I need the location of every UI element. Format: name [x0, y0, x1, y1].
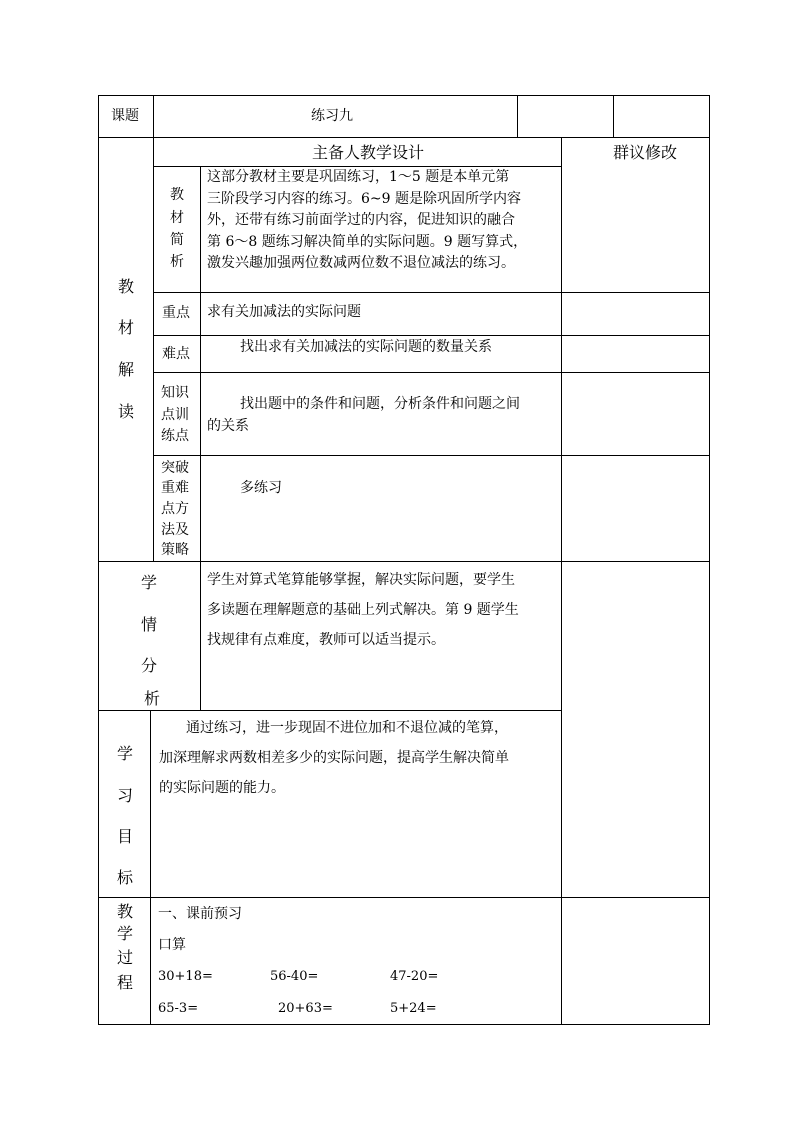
- divider: [153, 335, 710, 336]
- row-label-char: 教: [170, 187, 184, 203]
- section-label-char: 目: [117, 827, 134, 846]
- section-label-char: 读: [118, 402, 135, 421]
- section-label-char: 材: [118, 318, 135, 337]
- divider: [561, 137, 562, 1025]
- exercise-item: 20+63=: [278, 1001, 333, 1016]
- exercise-item: 30+18=: [158, 969, 213, 984]
- training-label-line: 点训: [161, 407, 189, 423]
- training-text-line: 的关系: [207, 418, 249, 434]
- section-label-char: 过: [117, 948, 134, 967]
- design-column-heading: 主备人教学设计: [312, 143, 425, 162]
- analysis-line: 激发兴趣加强两位数减两位数不退位减法的练习。: [207, 255, 515, 271]
- divider: [98, 710, 562, 711]
- analysis-line: 三阶段学习内容的练习。6~9 题是除巩固所学内容: [207, 191, 521, 207]
- divider: [517, 95, 518, 138]
- divider: [153, 455, 710, 456]
- process-heading: 一、课前预习: [158, 906, 242, 922]
- section-label-char: 习: [117, 786, 134, 805]
- training-label-line: 知识: [161, 385, 189, 401]
- divider: [153, 292, 710, 293]
- border-bottom: [98, 1024, 710, 1025]
- strategy-label-line: 点方: [161, 501, 189, 517]
- divider: [150, 710, 151, 898]
- process-subheading: 口算: [158, 937, 186, 953]
- section-label-char: 情: [141, 615, 158, 634]
- strategy-label-line: 策略: [161, 542, 189, 558]
- border-right: [709, 95, 710, 1025]
- exercise-item: 56-40=: [270, 969, 319, 984]
- section-label-char: 程: [117, 973, 134, 992]
- row-label-char: 简: [170, 232, 184, 248]
- key-point-label: 重点: [162, 305, 190, 321]
- divider: [98, 561, 710, 562]
- section-label-char: 学: [117, 744, 134, 763]
- divider: [98, 897, 710, 898]
- section-label-char: 学: [117, 924, 134, 943]
- section-label-char: 分: [141, 656, 158, 675]
- analysis-line: 这部分教材主要是巩固练习，1～5 题是本单元第: [207, 169, 510, 185]
- border-left: [98, 95, 99, 1025]
- row-label-char: 析: [170, 254, 184, 270]
- divider: [153, 166, 562, 167]
- divider: [98, 137, 710, 138]
- revision-column-heading: 群议修改: [613, 143, 678, 162]
- section-label-char: 学: [141, 573, 158, 592]
- divider: [153, 137, 154, 562]
- strategy-label-line: 突破: [161, 460, 189, 476]
- difficulty-text: 找出求有关加减法的实际问题的数量关系: [240, 339, 492, 355]
- learner-analysis-line: 找规律有点难度，教师可以适当提示。: [207, 632, 445, 648]
- border-top: [98, 95, 710, 96]
- lesson-title: 练习九: [311, 108, 353, 124]
- objective-line: 加深理解求两数相差多少的实际问题，提高学生解决简单: [159, 750, 509, 766]
- divider: [153, 95, 154, 138]
- exercise-item: 65-3=: [158, 1001, 199, 1016]
- exercise-item: 5+24=: [390, 1001, 437, 1016]
- strategy-label-line: 重难: [161, 480, 189, 496]
- section-label-char: 教: [117, 902, 134, 921]
- divider: [200, 166, 201, 562]
- objective-line: 的实际问题的能力。: [159, 780, 285, 796]
- analysis-line: 外，还带有练习前面学过的内容，促进知识的融合: [207, 212, 515, 228]
- training-label-line: 练点: [161, 428, 189, 444]
- section-label-char: 解: [118, 360, 135, 379]
- training-text-line: 找出题中的条件和问题，分析条件和问题之间: [240, 396, 520, 412]
- learner-analysis-line: 多读题在理解题意的基础上列式解决。第 9 题学生: [207, 602, 519, 618]
- row-label-char: 材: [170, 210, 184, 226]
- strategy-label-line: 法及: [161, 522, 189, 538]
- learner-analysis-line: 学生对算式笔算能够掌握，解决实际问题，要学生: [207, 572, 515, 588]
- objective-line: 通过练习，进一步现固不进位加和不退位减的笔算，: [186, 720, 508, 736]
- analysis-line: 第 6～8 题练习解决简单的实际问题。9 题写算式，: [207, 234, 528, 250]
- key-point-text: 求有关加减法的实际问题: [207, 304, 361, 320]
- lesson-label: 课题: [111, 108, 139, 124]
- strategy-text: 多练习: [240, 480, 282, 496]
- divider: [153, 372, 710, 373]
- difficulty-label: 难点: [162, 346, 190, 362]
- section-label-char: 标: [117, 868, 134, 887]
- divider: [150, 897, 151, 1025]
- divider: [613, 95, 614, 138]
- section-label-char: 教: [118, 277, 135, 296]
- exercise-item: 47-20=: [390, 969, 439, 984]
- divider: [200, 561, 201, 711]
- section-label-char: 析: [144, 689, 161, 708]
